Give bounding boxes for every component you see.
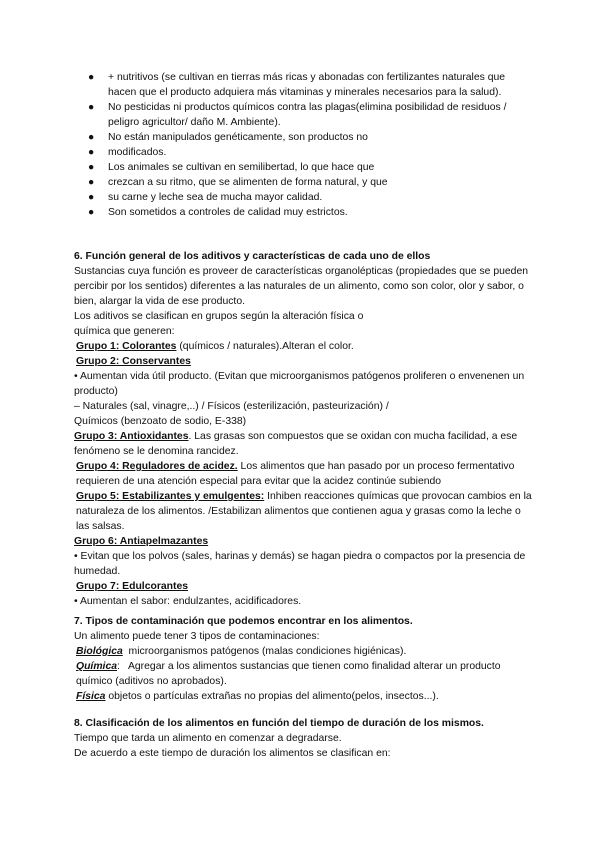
section-6-additives	[74, 249, 534, 609]
group-4-title: Grupo 4: Reguladores de acidez.	[76, 461, 238, 472]
group-5-title: Grupo 5: Estabilizantes y emulgentes:	[76, 491, 265, 502]
group-1: Grupo 1: Colorantes (químicos / naturales).Alteran el color.	[76, 341, 354, 352]
group-6-title: Grupo 6: Antiapelmazantes	[74, 536, 209, 547]
group-4: Grupo 4: Reguladores de acidez. Los alimentos que han pasado por un proceso fermentativo requieren de una atención especial para evitar que la acidez continúe subiendo	[76, 461, 515, 487]
list-item: ● Los animales se cultivan en semilibertad, lo que hace que	[88, 162, 375, 173]
bullet-icon: ●	[88, 192, 95, 203]
bullet-icon: ●	[88, 132, 95, 143]
bullet-icon: ●	[88, 177, 95, 188]
section-8-classification	[74, 716, 534, 761]
contamination-intro: Un alimento puede tener 3 tipos de contaminaciones:	[74, 631, 320, 642]
contamination-physical: Física objetos o partículas extrañas no propias del alimento(pelos, insectos...).	[76, 691, 439, 702]
bullet-icon: ●	[88, 102, 95, 113]
group-7-text: • Aumentan el sabor: endulzantes, acidificadores.	[74, 596, 302, 607]
group-2-line-3: Químicos (benzoato de sodio, E-338)	[74, 416, 247, 427]
bullet-icon: ●	[88, 72, 95, 83]
contamination-biological: Biológica microorganismos patógenos (malas condiciones higiénicas).	[76, 646, 407, 657]
bullet-icon: ●	[88, 207, 95, 218]
group-2-line-2: – Naturales (sal, vinagre,..) / Físicos (esterilización, pasteurización) /	[74, 401, 389, 412]
additives-intro: Sustancias cuya función es proveer de características organolépticas (propiedades que se pueden percibir por los sentidos) diferentes a las naturales de un alimento, como son color, olor y sabor, o bien, alargar la vida de ese producto.	[74, 266, 529, 307]
group-2-text: • Aumentan vida útil producto. (Evitan que microorganismos patógenos proliferen o envenenen un producto)	[74, 371, 525, 397]
physical-title: Física	[76, 691, 106, 702]
list-item: ● su carne y leche sea de mucha mayor calidad.	[88, 192, 323, 203]
list-item: ● No pesticidas ni productos químicos contra las plagas(elimina posibilidad de residuos / peligro agricultor/ daño M. Ambiente).	[88, 102, 507, 128]
section-7-contamination	[74, 614, 534, 704]
list-item: ● modificados.	[88, 147, 167, 158]
contamination-chemical: Química: Agregar a los alimentos sustancias que tienen como finalidad alterar un producto químico (aditivos no aprobados).	[76, 661, 504, 687]
list-item: ● + nutritivos (se cultivan en tierras más ricas y abonadas con fertilizantes naturales que hacen que el producto adquiera más vitaminas y minerales necesarios para la salud).	[88, 72, 506, 98]
organic-features-list	[0, 70, 600, 220]
biological-title: Biológica	[76, 646, 123, 657]
section-7-heading: 7. Tipos de contaminación que podemos encontrar en los alimentos.	[74, 616, 413, 627]
classification-line-2: De acuerdo a este tiempo de duración los alimentos se clasifican en:	[74, 748, 391, 759]
list-item: ● Son sometidos a controles de calidad muy estrictos.	[88, 207, 348, 218]
group-3-title: Grupo 3: Antioxidantes	[74, 431, 189, 442]
group-3: Grupo 3: Antioxidantes. Las grasas son compuestos que se oxidan con mucha facilidad, a ese fenómeno se le denomina rancidez.	[74, 431, 518, 457]
group-1-title: Grupo 1: Colorantes	[76, 341, 177, 352]
bullet-icon: ●	[88, 147, 95, 158]
group-2-title: Grupo 2: Conservantes	[76, 356, 191, 367]
bullet-icon: ●	[88, 162, 95, 173]
section-8-heading: 8. Clasificación de los alimentos en función del tiempo de duración de los mismos.	[74, 718, 484, 729]
chemical-title: Química	[76, 661, 117, 672]
list-item: ● crezcan a su ritmo, que se alimenten de forma natural, y que	[88, 177, 388, 188]
classification-line-1: Tiempo que tarda un alimento en comenzar a degradarse.	[74, 733, 342, 744]
group-6-text: • Evitan que los polvos (sales, harinas y demás) se hagan piedra o compactos por la presencia de humedad.	[74, 551, 526, 577]
additives-classification: Los aditivos se clasifican en grupos según la alteración física o química que generen:	[74, 311, 364, 337]
section-6-heading: 6. Función general de los aditivos y características de cada uno de ellos	[74, 251, 431, 262]
list-item: ● No están manipulados genéticamente, son productos no	[88, 132, 368, 143]
group-5: Grupo 5: Estabilizantes y emulgentes: Inhiben reacciones químicas que provocan cambios en la naturaleza de los alimentos. /Estabilizan alimentos que contienen agua y grasas como la leche o las salsas.	[76, 491, 532, 532]
group-7-title: Grupo 7: Edulcorantes	[76, 581, 189, 592]
